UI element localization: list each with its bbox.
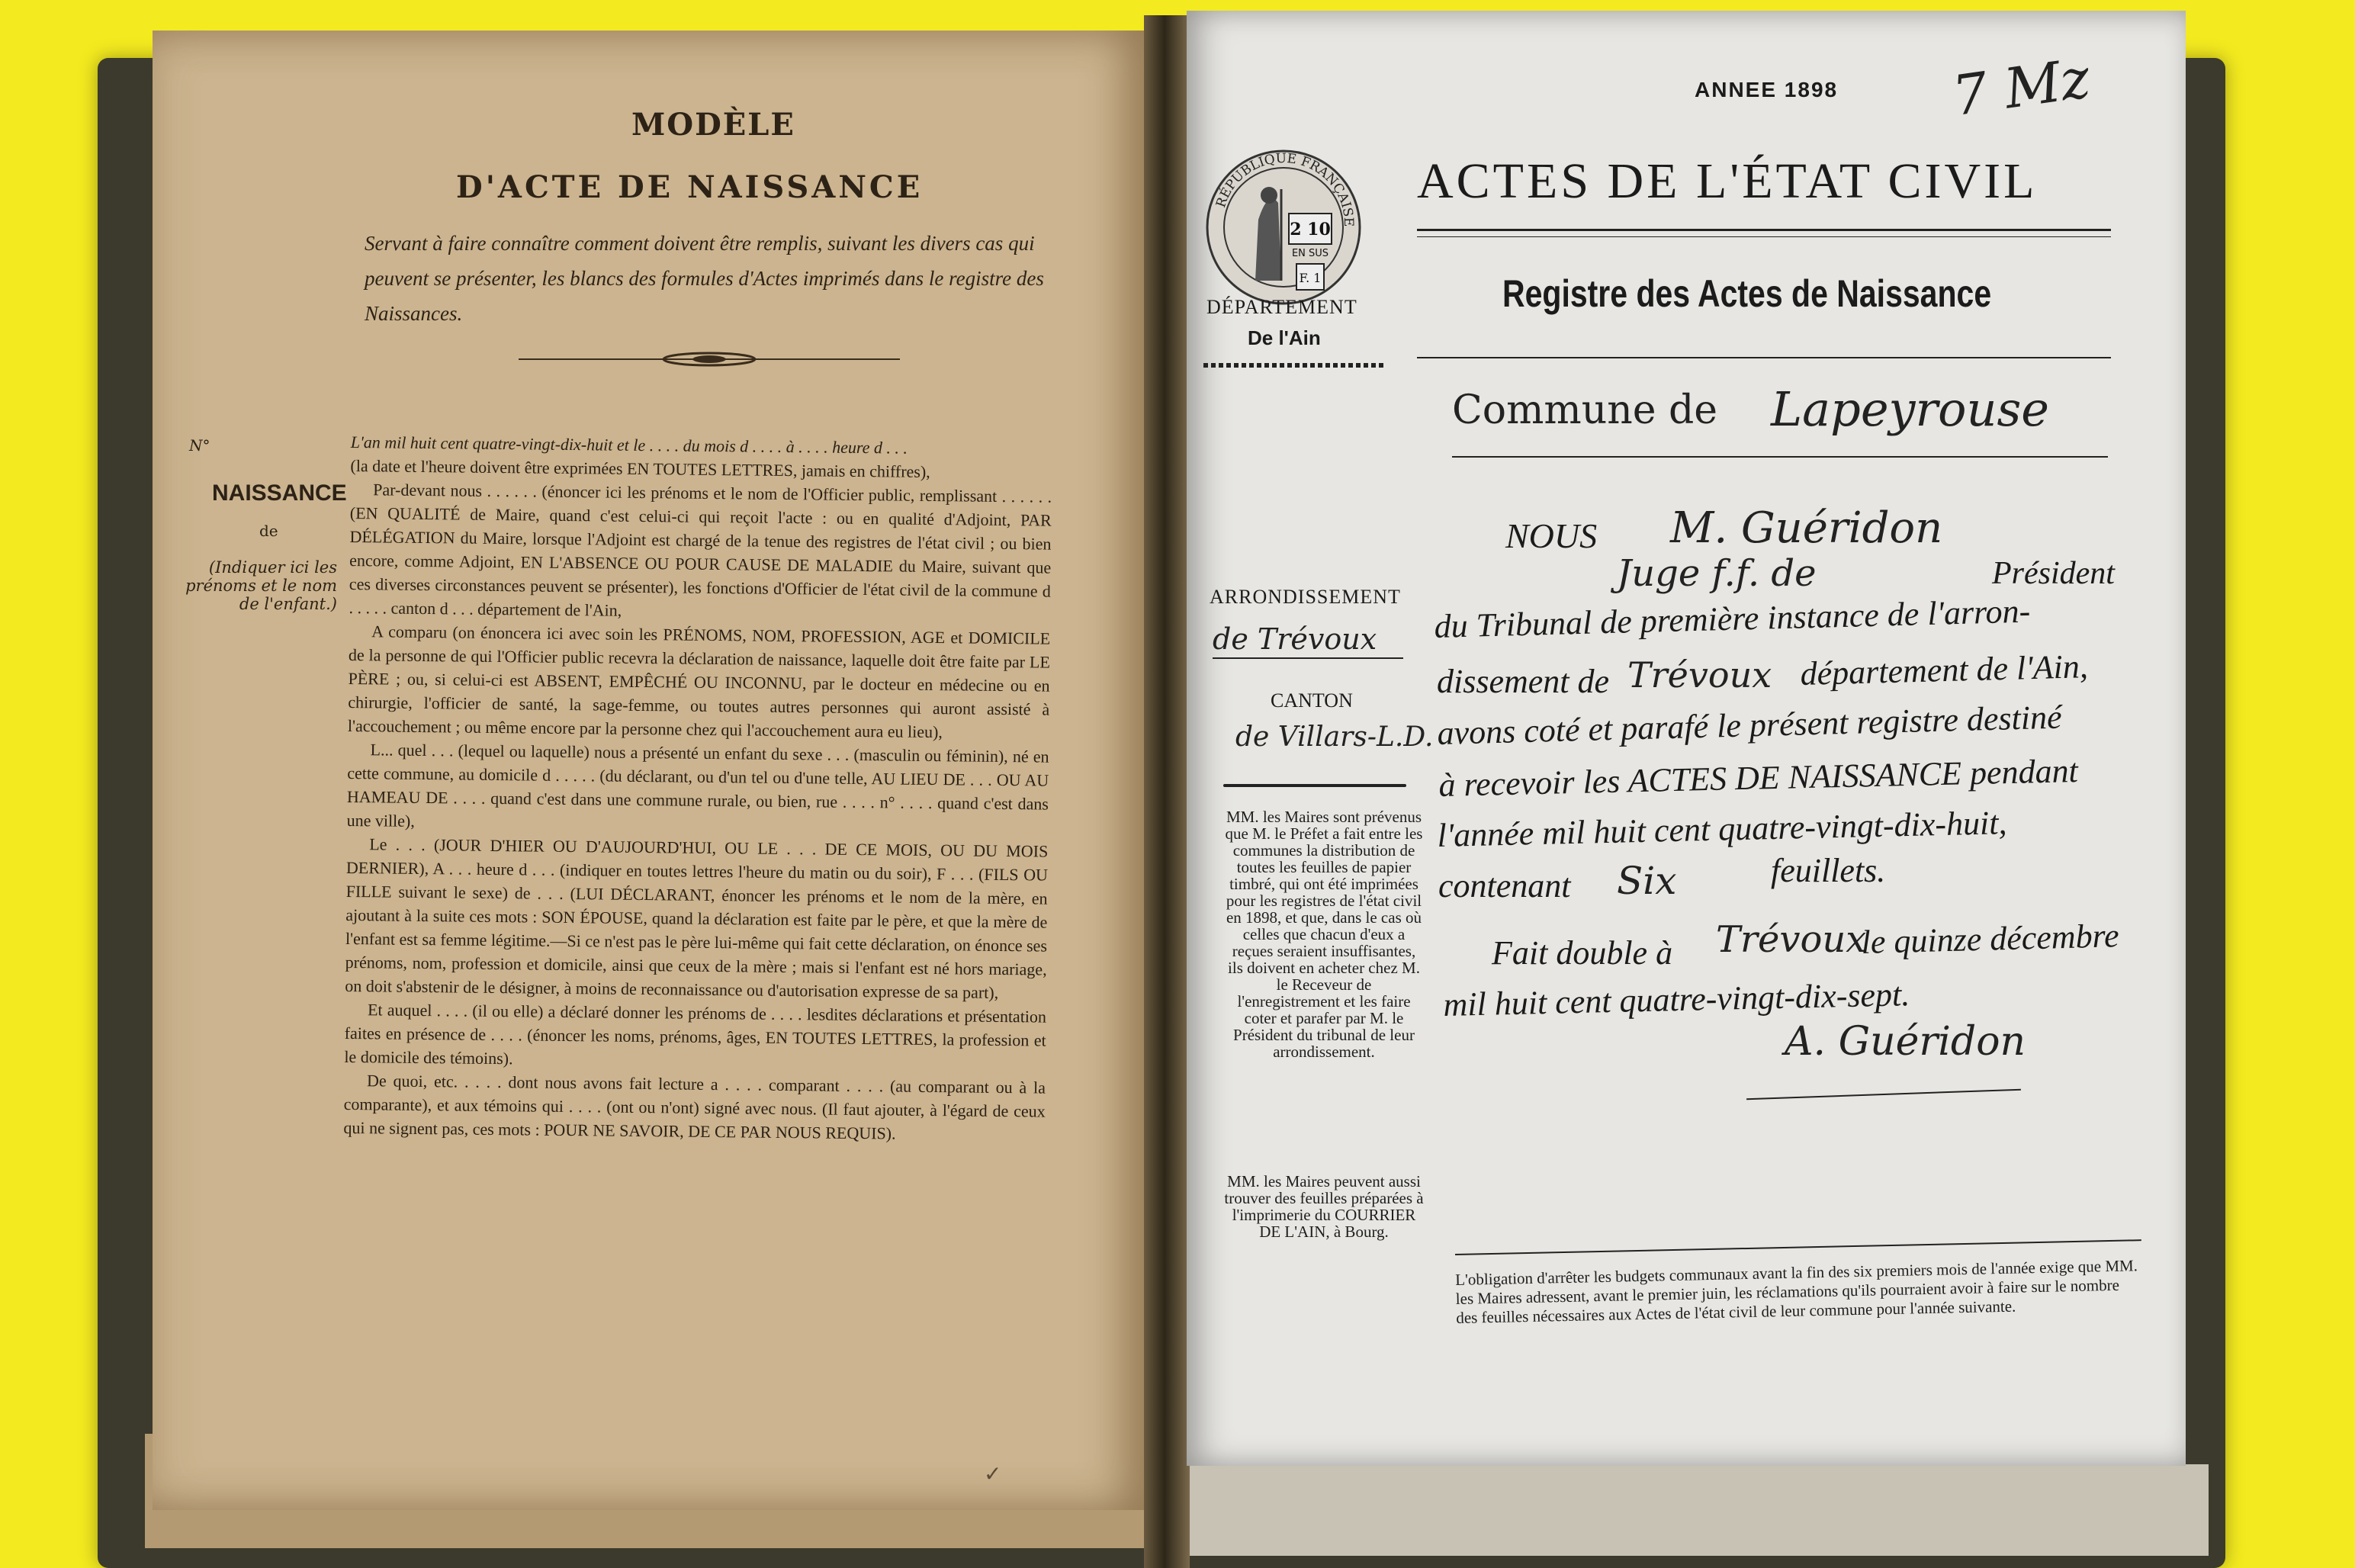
line-departement: département de l'Ain, [1800,647,2089,692]
commune-rule [1452,456,2108,458]
canton-value: de Villars-L.D. [1235,721,1434,753]
ornament-divider [519,348,900,371]
line-annee: l'année mil huit cent quatre-vingt-dix-huit, [1437,804,2007,854]
stamp-f: F. 1 [1299,271,1322,285]
arrondissement-value: de Trévoux [1213,622,1377,656]
left-body-text [343,430,1052,1147]
canton-rule [1223,784,1406,787]
arrondissement-rule [1213,657,1403,659]
arrondissement-label: ARRONDISSEMENT [1210,586,1401,608]
ornamental-rule-left [1203,363,1386,368]
footer-note: L'obligation d'arrêter les budgets communaux avant la fin des six premiers mois de l'année exige que MM. les Maires adressent, avant le premier juin, les réclamations qu'ils pourraient avoir à faire sur le nombre des feuilles nécessaires aux Actes de l'état civil de leur commune pour l'année suivante. [1455,1256,2138,1327]
line-tribunal: du Tribunal de première instance de l'arron- [1434,592,2031,645]
right-underpage [1187,1464,2209,1556]
left-paragraph: (la date et l'heure doivent être exprimées EN TOUTES LETTRES, jamais en chiffres), [350,455,930,481]
handwritten-corner-note: 7 Mz [1949,45,2094,129]
title-rule-bottom [1417,236,2111,237]
feuillets-count-handwritten: Six [1617,859,1677,903]
left-paragraph: L'an mil huit cent quatre-vingt-dix-huit et le . . . . du mois d . . . . à . . . . heure d . . . [350,432,908,458]
nous-label: NOUS [1505,516,1598,555]
register-title: Registre des Actes de Naissance [1502,272,1992,315]
judge-name: M. Guéridon [1670,503,1943,553]
left-intro: Servant à faire connaître comment doivent être remplis, suivant les divers cas qui peuvent se présenter, les blancs des formules d'Actes imprimés dans le registre des Naissances. [365,232,1044,325]
book-spine [1144,15,1190,1568]
left-heading-acte: D'ACTE DE NAISSANCE [456,169,924,205]
left-paragraph: L... quel . . . (lequel ou laquelle) nous a présenté un enfant du sexe . . . (masculin ou féminin), né en cette commune, au domicile d . . . . . (du déclarant, ou d'un tel ou d'une telle, AU LIEU DE . . . OU AU HAMEAU DE . . . . quand c'est dans une commune rurale, ou bien, rue . . . . n° . . . . quand c'est dans une ville), [346,740,1049,831]
departement-label: DÉPARTEMENT [1206,296,1357,318]
maires-note-2: MM. les Maires peuvent aussi trouver des feuilles préparées à l'imprimerie du COURRIER DE L'AIN, à Bourg. [1224,1172,1424,1241]
left-paragraph: De quoi, etc. . . . . dont nous avons fait lecture a . . . . comparant . . . . (au comparant ou à la comparante), et aux témoins qui . . . . (ont ou n'ont) signé avec nous. (Il faut ajouter, à l'égard de ceux qui ne signent pas, ces mots : POUR NE SAVOIR, DE CE PAR NOUS REQUIS). [343,1071,1046,1143]
stamp-sub: EN SUS [1291,248,1329,259]
commune-label: Commune de [1452,387,1718,433]
margin-naissance: NAISSANCE [212,480,347,506]
main-title: ACTES DE L'ÉTAT CIVIL [1417,153,2038,209]
contenant-label: contenant [1438,867,1571,904]
revenue-stamp [1196,136,1371,311]
line-dissement: dissement de [1437,663,1610,700]
stamp-outer-text: RÉPUBLIQUE FRANÇAISE [1213,150,1357,227]
canton-label: CANTON [1271,689,1353,712]
title-rule-top [1417,229,2111,231]
left-paragraph: A comparu (on énoncera ici avec soin les PRÉNOMS, NOM, PROFESSION, AGE et DOMICILE de la personne de qui l'Officier public recevra la déclaration de naissance, laquelle doit être faite par LE PÈRE ; ou, si celui-ci est ABSENT, EMPÊCHÉ OU INCONNU, par le docteur en médecine ou en chirurgie, l'officier de santé, la sage-femme, ou toutes autres personnes qui auront assisté à l'accouchement ; ou même encore par la personne chez qui l'accouchement aura eu lieu), [347,622,1051,742]
president-label: Président [1992,556,2115,591]
arrondissement-handwritten: Trévoux [1627,654,1772,696]
fait-date: le quinze décembre [1861,917,2120,961]
year-label: ANNEE 1898 [1695,78,1839,101]
left-paragraph: Le . . . (JOUR D'HIER OU D'AUJOURD'HUI, OU LE . . . DE CE MOIS, OU DU MOIS DERNIER), A . . . heure d . . . (indiquer en toutes lettres l'heure du matin ou du soir), F . . . (FILS OU FILLE suivant le sexe) de . . . (LUI DÉCLARANT, énoncer les prénoms et le nom de la mère, en ajoutant à la suite ces mots : SON ÉPOUSE, quand la déclaration est faite par le père, et que la mère de l'enfant est sa femme légitime.—Si ce n'est pas le père lui-même qui fait cette déclaration, on énonce ses prénoms, nom, profession et domicile, ainsi que ceux de la mère ; mais si l'enfant est né hors mariage, on doit s'abstenir de le désigner, à moins de reconnaissance ou d'autorisation expresse de sa part), [345,834,1049,1002]
signature: A. Guéridon [1785,1019,2026,1065]
stamp-value: 2 10 [1290,220,1331,239]
maires-note-1: MM. les Maires sont prévenus que M. le Préfet a fait entre les communes la distribution de toutes les feuilles de papier timbré, qui ont été imprimées pour les registres de l'état civil en 1898, et que, dans le cas où celles que chacun d'eux a reçues seraient insuffisantes, ils doivent en acheter chez M. le Receveur de l'enregistrement et les faire coter et parafer par M. le Président du tribunal de leur arrondissement. [1225,808,1423,1061]
margin-de: de [259,522,278,540]
fait-year: mil huit cent quatre-vingt-dix-sept. [1443,975,1910,1023]
margin-number: N° [189,436,210,455]
fait-double-label: Fait double à [1492,934,1673,972]
margin-note: (Indiquer ici les prénoms et le nom de l'enfant.) [185,558,337,613]
left-paragraph: Par-devant nous . . . . . . (énoncer ici les prénoms et le nom de l'Officier public, remplissant . . . . . . (EN QUALITÉ de Maire, quand c'est celui-ci qui reçoit l'acte : ou en qualité d'Adjoint, PAR DÉLÉGATION du Maire, lorsque l'Adjoint est chargé de la tenue des registres de l'état civil ; ou bien encore, comme Adjoint, EN L'ABSENCE OU POUR CAUSE DE MALADIE du Maire, suivant que ces diverses circonstances peuvent se présenter), les fonctions d'Officier de l'état civil de la commune d . . . . . canton d . . . département de l'Ain, [349,480,1052,620]
pencil-tick-mark: ✓ [984,1461,1002,1486]
line-avons: avons coté et parafé le présent registre destiné [1437,698,2063,752]
left-heading-modele: MODÈLE [631,107,795,143]
register-rule [1417,357,2111,358]
de-ain-label: De l'Ain [1248,326,1321,349]
commune-name: Lapeyrouse [1771,381,2049,437]
line-recevoir: à recevoir les ACTES DE NAISSANCE pendant [1438,751,2079,804]
judge-role: Juge f.f. de [1617,552,1817,595]
feuillets-label: feuillets. [1771,852,1886,889]
fait-lieu-handwritten: Trévoux [1716,918,1867,961]
left-paragraph: Et auquel . . . . (il ou elle) a déclaré donner les prénoms de . . . . lesdites déclarations et présentation faites en présence de . . . . (énoncer les noms, prénoms, âges, EN TOUTES LETTRES, la profession et le domicile des témoins). [344,1000,1047,1068]
